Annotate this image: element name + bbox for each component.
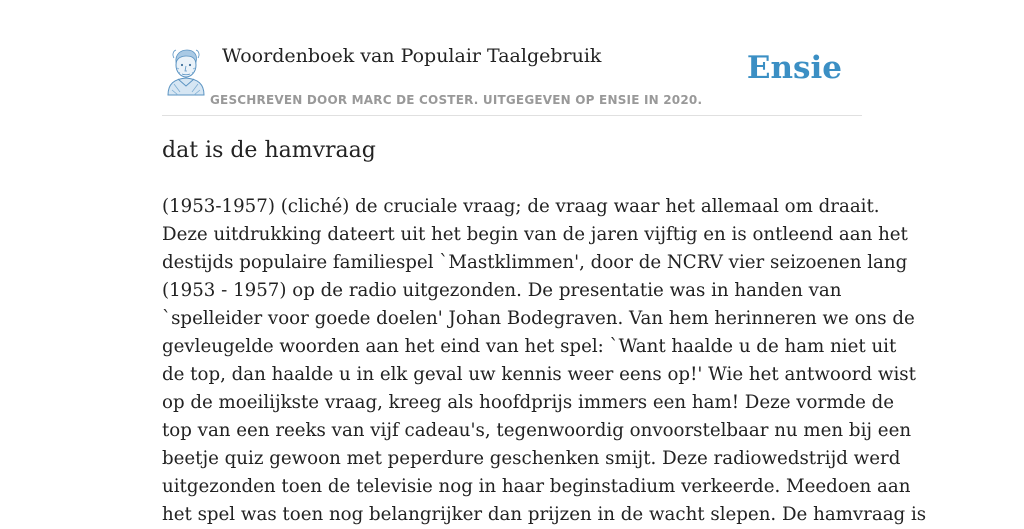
definition-line: destijds populaire familiespel `Mastklimmen', door de NCRV vier seizoenen lang (162, 252, 908, 273)
definition-line: Deze uitdrukking dateert uit het begin van de jaren vijftig en is ontleend aan het (162, 224, 908, 245)
author-portrait-icon (164, 46, 208, 96)
definition-line: de top, dan haalde u in elk geval uw kennis weer eens op!' Wie het antwoord wist (162, 364, 916, 385)
definition-line: (1953 - 1957) op de radio uitgezonden. De presentatie was in handen van (162, 280, 842, 301)
definition-line: top van een reeks van vijf cadeau's, tegenwoordig onvoorstelbaar nu men bij een (162, 420, 912, 441)
book-title[interactable]: Woordenboek van Populair Taalgebruik (222, 45, 602, 67)
definition-line: (1953-1957) (cliché) de cruciale vraag; de vraag waar het allemaal om draait. (162, 196, 880, 217)
definition-line: `spelleider voor goede doelen' Johan Bodegraven. Van hem herinneren we ons de (162, 308, 915, 329)
definition-line: het spel was toen nog belangrijker dan prijzen in de wacht slepen. De hamvraag is (162, 504, 927, 525)
definition-line: uitgezonden toen de televisie nog in haar beginstadium verkeerde. Meedoen aan (162, 476, 911, 497)
definition-line: beetje quiz gewoon met peperdure geschenken smijt. Deze radiowedstrijd werd (162, 448, 901, 469)
entry-definition (162, 193, 927, 529)
definition-line: op de moeilijkste vraag, kreeg als hoofdprijs immers een ham! Deze vormde de (162, 392, 895, 413)
book-header (162, 40, 862, 116)
definition-line: gevleugelde woorden aan het eind van het spel: `Want haalde u de ham niet uit (162, 336, 897, 357)
ensie-logo[interactable]: Ensie (746, 50, 842, 86)
book-meta: GESCHREVEN DOOR MARC DE COSTER. UITGEGEVEN OP ENSIE IN 2020. (210, 93, 703, 107)
entry-term: dat is de hamvraag (162, 138, 376, 163)
